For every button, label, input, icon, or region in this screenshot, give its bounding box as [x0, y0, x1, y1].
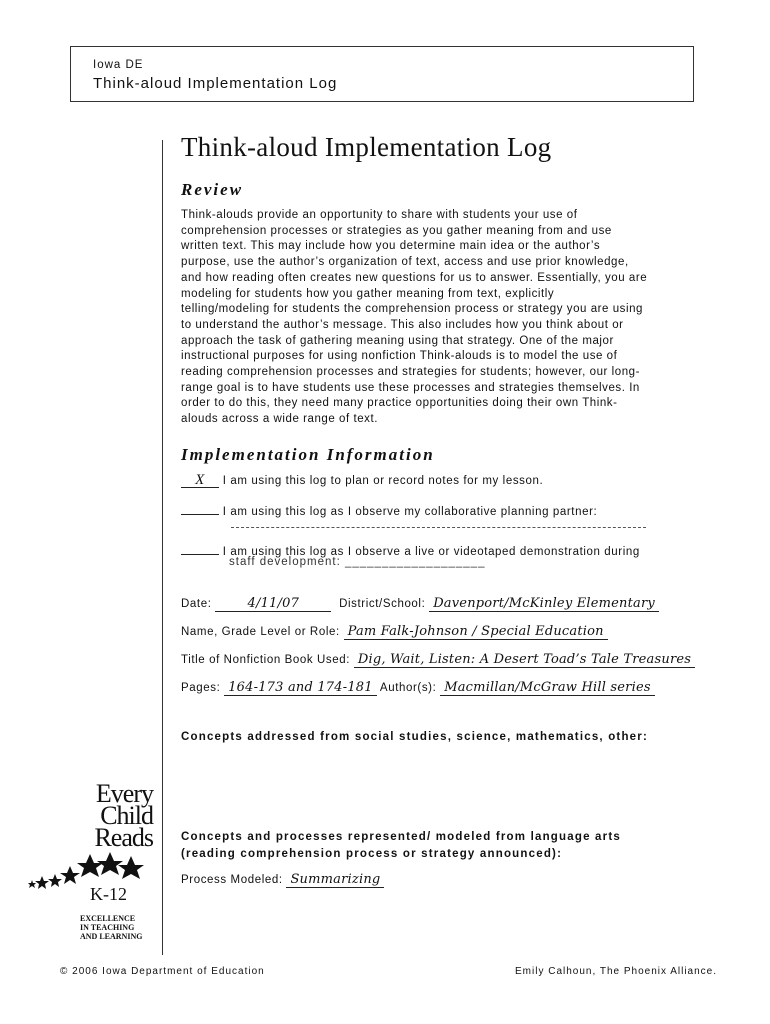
- processes-label-line1: Concepts and processes represented/ modeled from language arts: [181, 831, 621, 843]
- book-title-field[interactable]: Dig, Wait, Listen: A Desert Toad’s Tale Treasures: [354, 652, 695, 668]
- review-line: modeling for students how you gather meaning from text, explicitly: [181, 287, 555, 300]
- author-field[interactable]: Macmillan/McGraw Hill series: [440, 680, 655, 696]
- review-line: range goal is to have students use these processes and strategies themselves. In: [181, 381, 640, 394]
- footer-credit: Emily Calhoun, The Phoenix Alliance.: [515, 966, 718, 977]
- concepts-label: Concepts addressed from social studies, science, mathematics, other:: [181, 731, 648, 743]
- date-field[interactable]: 4/11/07: [215, 596, 331, 612]
- process-modeled-row: [181, 872, 384, 887]
- document-header: [70, 46, 694, 102]
- name-field[interactable]: Pam Falk-Johnson / Special Education: [344, 624, 608, 640]
- margin-divider: [162, 140, 163, 955]
- date-label: Date:: [181, 598, 212, 610]
- review-line: order to do this, they need many practice opportunities doing their own Think-: [181, 397, 618, 410]
- option-demo-checkbox[interactable]: [181, 541, 219, 555]
- date-district-row: [181, 596, 659, 612]
- district-label: District/School:: [339, 598, 426, 610]
- footer-copyright: © 2006 Iowa Department of Education: [60, 966, 265, 977]
- author-label: Author(s):: [379, 682, 437, 694]
- option-plan-checkbox[interactable]: [181, 474, 219, 488]
- review-line: and how reading often creates new questions for us to answer. Essentially, you are: [181, 271, 648, 284]
- star-icon: [60, 866, 80, 884]
- review-line: reading comprehension processes and strategies for students; however, our long-: [181, 366, 640, 379]
- star-icon: [118, 856, 144, 879]
- implementation-heading: Implementation Information: [181, 445, 435, 464]
- option-observe-partner[interactable]: [181, 501, 597, 518]
- process-modeled-label: Process Modeled:: [181, 874, 283, 886]
- pages-label: Pages:: [181, 682, 221, 694]
- check-mark: X: [195, 472, 205, 488]
- book-title-row: [181, 652, 695, 667]
- review-heading: Review: [181, 180, 244, 199]
- star-icon: [97, 852, 123, 875]
- option-partner-label: I am using this log as I observe my collaborative planning partner:: [222, 506, 598, 518]
- option-plan-label: I am using this log to plan or record notes for my lesson.: [222, 475, 544, 487]
- logo-tagline-2: IN TEACHING: [80, 923, 135, 932]
- option-demo-continuation: staff development: ___________________: [229, 556, 486, 568]
- page-title: Think-aloud Implementation Log: [181, 132, 552, 162]
- star-icon: [48, 874, 62, 887]
- process-modeled-field[interactable]: Summarizing: [286, 872, 384, 888]
- review-line: comprehension processes or strategies as you gather meaning from and use: [181, 224, 612, 237]
- review-line: instructional purposes for using nonfiction Think-alouds is to model the use of: [181, 350, 618, 363]
- option-plan-lesson[interactable]: [181, 474, 543, 488]
- review-line: purpose, use the author’s organization of text, access and use prior knowledge,: [181, 256, 629, 269]
- header-title: Think-aloud Implementation Log: [93, 75, 338, 92]
- star-icon: [28, 880, 36, 888]
- option-partner-checkbox[interactable]: [181, 501, 219, 515]
- pages-field[interactable]: 164-173 and 174-181: [224, 680, 377, 696]
- every-child-reads-logo: [28, 780, 153, 945]
- review-line: telling/modeling for students the comprehension process or strategy you are using: [181, 303, 643, 316]
- logo-tagline-3: AND LEARNING: [80, 932, 143, 941]
- logo-word-every: Every: [95, 779, 153, 808]
- review-line: to understand the author’s message. This also includes how you think about or: [181, 318, 624, 331]
- review-line: written text. This may include how you determine main idea or the author’s: [181, 240, 601, 253]
- review-line: alouds across a wide range of text.: [181, 413, 378, 426]
- logo-tagline-1: EXCELLENCE: [80, 914, 136, 923]
- review-paragraph: [181, 208, 711, 428]
- name-row: [181, 624, 608, 639]
- header-subtitle: Iowa DE: [93, 59, 144, 71]
- book-title-label: Title of Nonfiction Book Used:: [181, 654, 351, 666]
- processes-label-line2: (reading comprehension process or strategy announced):: [181, 848, 563, 860]
- logo-grade: K-12: [90, 884, 127, 904]
- partner-name-line[interactable]: [231, 527, 646, 528]
- star-icon: [77, 854, 103, 877]
- review-line: approach the task of gathering meaning using that strategy. One of the major: [181, 334, 614, 347]
- name-label: Name, Grade Level or Role:: [181, 626, 340, 638]
- star-icon: [35, 876, 49, 889]
- review-line: Think-alouds provide an opportunity to share with students your use of: [181, 209, 578, 221]
- district-field[interactable]: Davenport/McKinley Elementary: [429, 596, 659, 612]
- logo-word-reads: Reads: [94, 823, 153, 852]
- pages-row: [181, 680, 655, 695]
- logo-word-child: Child: [100, 801, 153, 830]
- option-demo-label: I am using this log as I observe a live or videotaped demonstration during: [222, 546, 640, 558]
